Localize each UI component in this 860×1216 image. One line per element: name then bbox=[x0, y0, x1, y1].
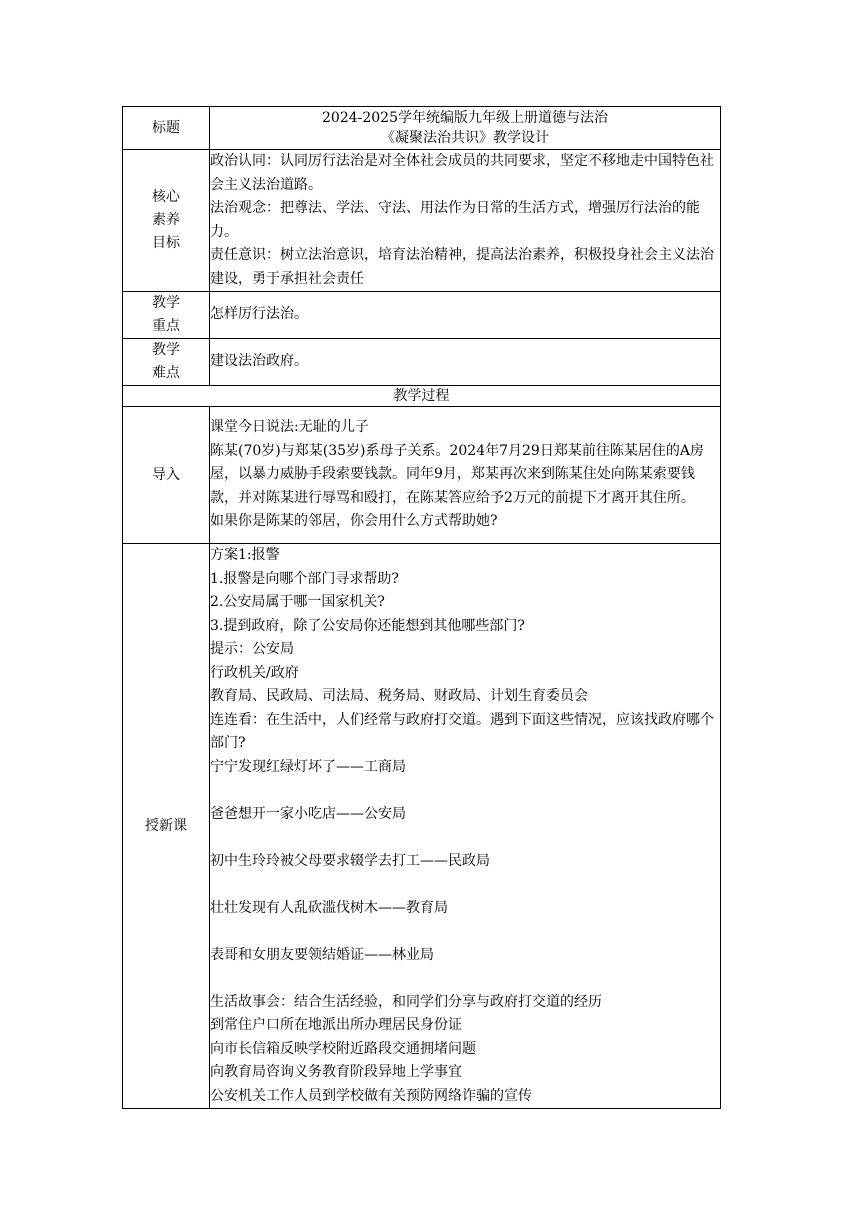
core-label bbox=[123, 150, 210, 292]
blank-line bbox=[210, 826, 720, 850]
row-teaching-process bbox=[123, 386, 721, 407]
row-title bbox=[123, 107, 721, 150]
new-lesson-line: 初中生玲玲被父母要求辍学去打工——民政局 bbox=[210, 852, 490, 869]
new-lesson-line: 2.公安局属于哪一国家机关? bbox=[210, 594, 385, 610]
title-label: 标题 bbox=[123, 107, 210, 150]
core-goal-responsibility: 责任意识：树立法治意识，培育法治精神，提高法治素养，积极投身社会主义法治建设，勇于承担社会责任 bbox=[210, 247, 714, 287]
title-content bbox=[210, 107, 721, 150]
title-line: 《凝聚法治共识》教学设计 bbox=[381, 130, 549, 146]
intro-line: 课堂今日说法:无耻的儿子 bbox=[210, 419, 369, 436]
row-teaching-difficulty bbox=[123, 339, 721, 386]
intro-line: 陈某(70岁)与郑某(35岁)系母子关系。2024年7月29日郑某前往陈某居住的A房屋，以暴力威胁手段索要钱款。同年9月，郑某再次来到陈某住处向陈某索要钱款，并对陈某进行辱骂和殴打，在陈某答应给予2万元的前提下才离开其住所。 bbox=[210, 442, 704, 506]
new-lesson-line: 宁宁发现红绿灯坏了——工商局 bbox=[210, 758, 406, 775]
new-lesson-line: 教育局、民政局、司法局、税务局、财政局、计划生育委员会 bbox=[210, 688, 588, 704]
new-lesson-line: 3.提到政府，除了公安局你还能想到其他哪些部门? bbox=[210, 617, 525, 634]
new-lesson-label: 授新课 bbox=[123, 544, 210, 1109]
new-lesson-line: 提示：公安局 bbox=[210, 641, 294, 657]
core-label-line: 核心 bbox=[152, 189, 180, 205]
new-lesson-line: 表哥和女朋友要领结婚证——林业局 bbox=[210, 946, 434, 963]
row-intro bbox=[123, 407, 721, 544]
new-lesson-line: 1.报警是向哪个部门寻求帮助? bbox=[210, 570, 399, 587]
blank-line bbox=[210, 779, 720, 803]
blank-line bbox=[210, 920, 720, 944]
new-lesson-line: 行政机关/政府 bbox=[210, 664, 299, 681]
difficulty-label bbox=[123, 339, 210, 386]
difficulty-label-line: 难点 bbox=[152, 365, 180, 381]
new-lesson-line: 公安机关工作人员到学校做有关预防网络诈骗的宣传 bbox=[210, 1087, 532, 1104]
core-label-line: 目标 bbox=[152, 235, 180, 251]
intro-label: 导入 bbox=[123, 407, 210, 544]
new-lesson-line: 生活故事会：结合生活经验，和同学们分享与政府打交道的经历 bbox=[210, 993, 602, 1010]
core-label-line: 素养 bbox=[152, 212, 180, 228]
new-lesson-line: 方案1:报警 bbox=[210, 547, 280, 563]
new-lesson-line: 向市长信箱反映学校附近路段交通拥堵问题 bbox=[210, 1040, 476, 1057]
new-lesson-content bbox=[210, 544, 721, 1109]
new-lesson-line: 爸爸想开一家小吃店——公安局 bbox=[210, 805, 406, 822]
core-goal-legal: 法治观念：把尊法、学法、守法、用法作为日常的生活方式，增强厉行法治的能力。 bbox=[210, 200, 700, 240]
row-core-literacy bbox=[123, 150, 721, 292]
blank-line bbox=[210, 967, 720, 991]
blank-line bbox=[210, 873, 720, 897]
process-heading: 教学过程 bbox=[123, 386, 721, 407]
new-lesson-line: 连连看：在生活中，人们经常与政府打交道。遇到下面这些情况，应该找政府哪个部门? bbox=[210, 711, 714, 751]
focus-label-line: 重点 bbox=[152, 318, 180, 334]
focus-label-line: 教学 bbox=[152, 295, 180, 311]
intro-line: 如果你是陈某的邻居，你会用什么方式帮助她? bbox=[210, 513, 498, 530]
difficulty-label-line: 教学 bbox=[152, 342, 180, 358]
row-new-lesson bbox=[123, 544, 721, 1109]
difficulty-content: 建设法治政府。 bbox=[210, 339, 721, 386]
focus-content: 怎样厉行法治。 bbox=[210, 292, 721, 339]
row-teaching-focus bbox=[123, 292, 721, 339]
lesson-plan-table bbox=[122, 106, 721, 1109]
core-content bbox=[210, 150, 721, 292]
intro-content bbox=[210, 407, 721, 544]
new-lesson-line: 壮壮发现有人乱砍滥伐树木——教育局 bbox=[210, 899, 448, 916]
title-line: 2024-2025学年统编版九年级上册道德与法治 bbox=[322, 110, 608, 126]
new-lesson-line: 到常住户口所在地派出所办理居民身份证 bbox=[210, 1017, 462, 1033]
new-lesson-line: 向教育局咨询义务教育阶段异地上学事宜 bbox=[210, 1064, 462, 1080]
core-goal-political: 政治认同：认同厉行法治是对全体社会成员的共同要求，坚定不移地走中国特色社会主义法治道路。 bbox=[210, 153, 714, 193]
focus-label bbox=[123, 292, 210, 339]
